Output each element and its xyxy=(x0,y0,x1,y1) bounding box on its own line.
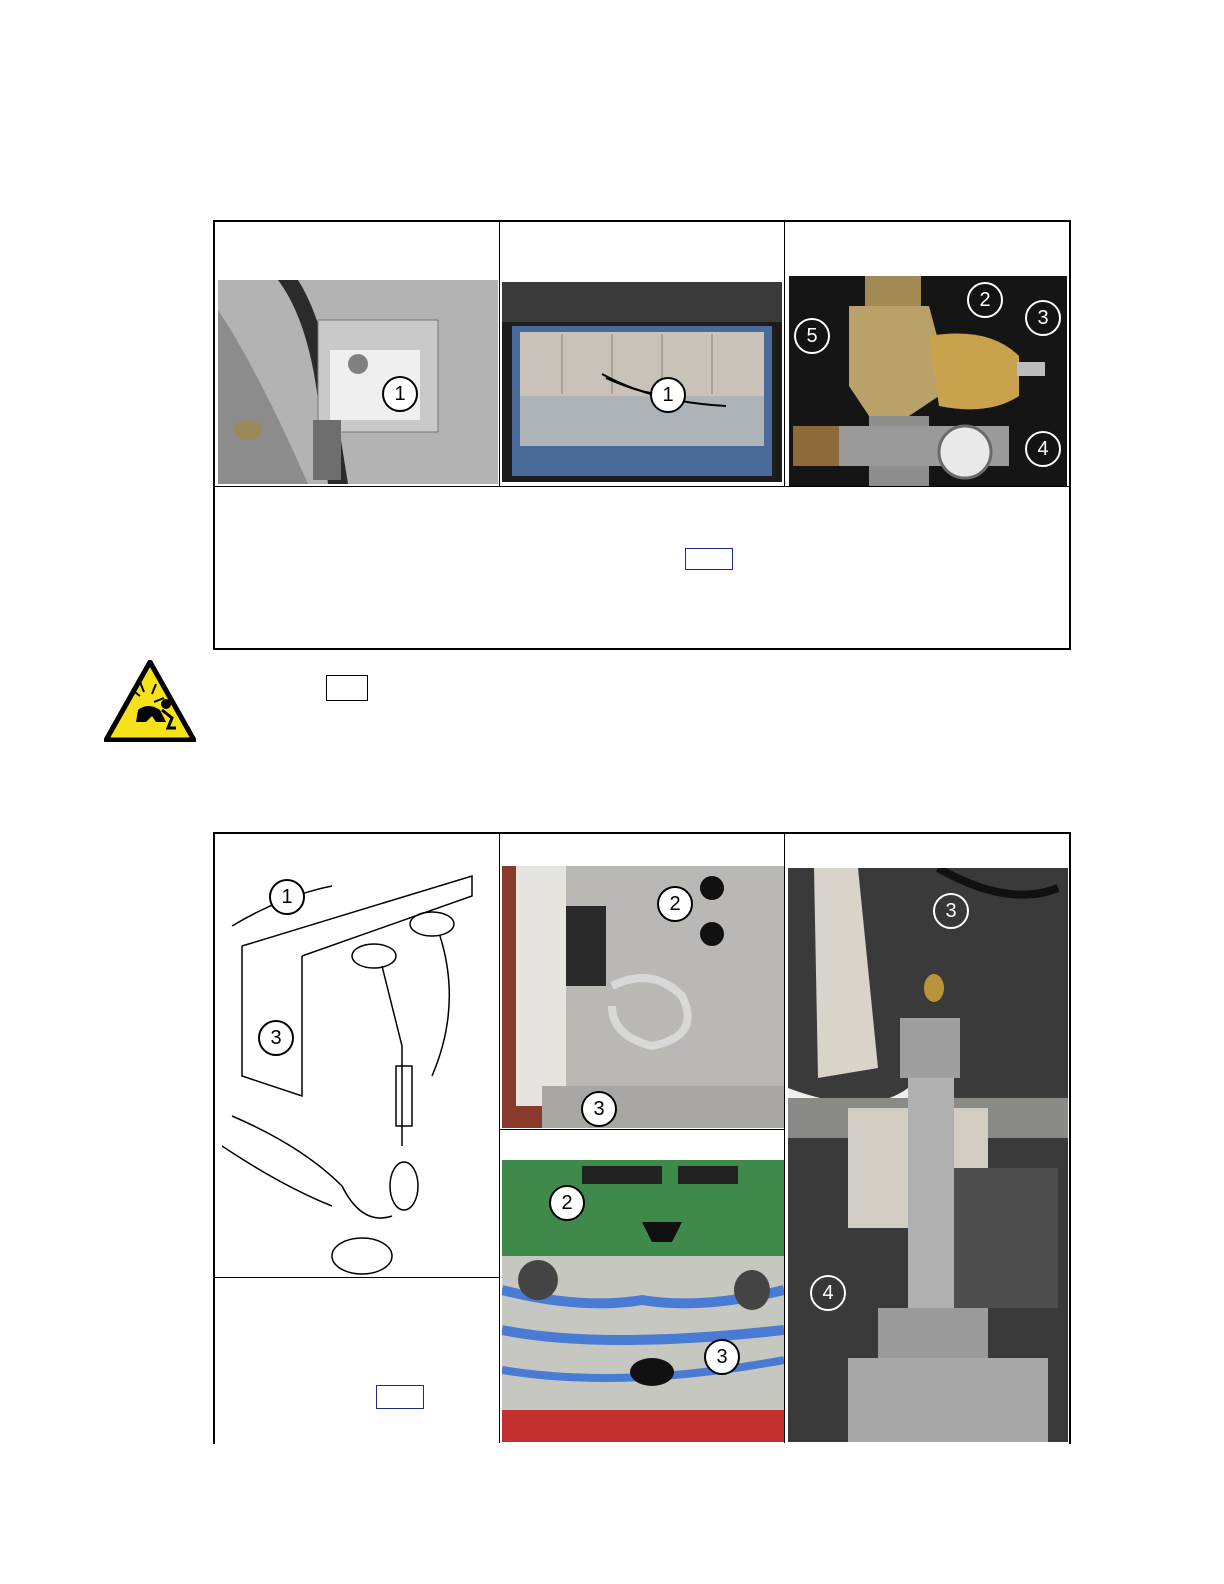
top-panel-1-callout-1: 1 xyxy=(382,376,418,412)
bottom-photo-tm-callout-2: 2 xyxy=(657,886,693,922)
bottom-left-caption-divider xyxy=(214,1277,499,1278)
bottom-photo-right-callout-3: 3 xyxy=(933,893,969,929)
top-divider-1 xyxy=(499,221,500,487)
bottom-photo-tm-callout-3: 3 xyxy=(581,1091,617,1127)
bottom-photo-top-middle xyxy=(502,866,784,1128)
bottom-caption-link-box[interactable] xyxy=(376,1385,424,1409)
bottom-photo-bm-callout-3: 3 xyxy=(704,1339,740,1375)
top-caption-link-box[interactable] xyxy=(685,548,733,570)
top-panel-3-callout-3: 3 xyxy=(1025,300,1061,336)
bottom-photo-bm-callout-2: 2 xyxy=(549,1185,585,1221)
bottom-photo-right-callout-4: 4 xyxy=(810,1275,846,1311)
bottom-line-drawing xyxy=(222,856,494,1276)
bottom-middle-divider xyxy=(500,1129,784,1130)
bottom-photo-right xyxy=(788,868,1068,1442)
top-photo-2 xyxy=(502,282,782,482)
bottom-drawing-callout-1: 1 xyxy=(269,879,305,915)
top-panel-3-callout-2: 2 xyxy=(967,282,1003,318)
top-panel-3-callout-5: 5 xyxy=(794,318,830,354)
top-caption-divider xyxy=(214,486,1070,487)
top-panel-3-callout-4: 4 xyxy=(1025,431,1061,467)
bottom-photo-bottom-middle xyxy=(502,1160,784,1442)
warning-link-box[interactable] xyxy=(326,675,368,701)
bottom-divider-1 xyxy=(499,833,500,1443)
bottom-divider-2 xyxy=(784,833,785,1443)
explosion-hazard-icon xyxy=(104,660,196,742)
top-divider-2 xyxy=(784,221,785,487)
top-panel-2-callout-1: 1 xyxy=(650,377,686,413)
bottom-drawing-callout-3: 3 xyxy=(258,1020,294,1056)
top-photo-1 xyxy=(218,280,498,484)
